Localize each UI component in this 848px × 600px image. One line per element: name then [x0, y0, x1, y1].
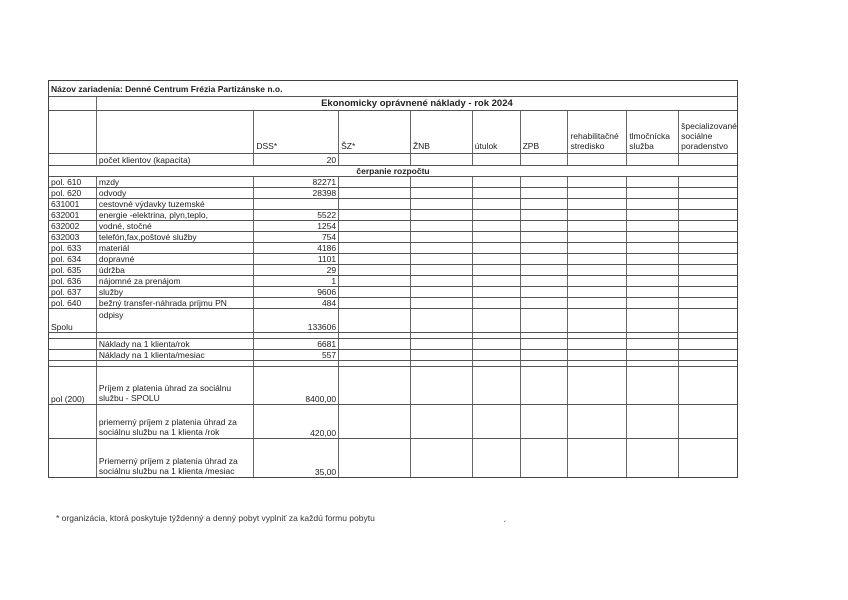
empty-cell	[679, 210, 737, 220]
empty-cell	[521, 254, 569, 264]
empty-cell	[679, 232, 737, 242]
empty-cell	[627, 232, 679, 242]
empty-cell	[411, 276, 473, 286]
item-value: 29	[254, 265, 339, 275]
item-label: nájomné za prenájom	[97, 276, 255, 286]
income-value: 8400,00	[254, 367, 339, 404]
empty-cell	[339, 287, 411, 297]
item-value: 754	[254, 232, 339, 242]
table-row	[49, 254, 737, 265]
item-code: 631001	[49, 199, 97, 209]
item-value: 9606	[254, 287, 339, 297]
spolu-row	[49, 320, 737, 333]
table-row	[49, 298, 737, 309]
cost-row-month	[49, 350, 737, 361]
empty-cell	[473, 199, 521, 209]
empty-cell	[339, 265, 411, 275]
empty-cell	[568, 265, 627, 275]
table-row	[49, 199, 737, 210]
items-block	[49, 177, 737, 320]
empty-cell	[568, 177, 627, 187]
item-code	[49, 309, 97, 320]
empty-cell	[411, 298, 473, 308]
empty-cell	[473, 276, 521, 286]
income-row	[49, 367, 737, 405]
empty-cell	[473, 243, 521, 253]
empty-cell	[411, 309, 473, 320]
empty-cell	[521, 265, 569, 275]
empty-cell	[627, 177, 679, 187]
income-label: Príjem z platenia úhrad za sociálnu službu - SPOLU	[97, 367, 255, 404]
capacity-label: počet klientov (kapacita)	[97, 154, 255, 165]
empty-cell	[339, 309, 411, 320]
empty-cell	[339, 298, 411, 308]
empty-cell	[473, 232, 521, 242]
empty-cell	[679, 199, 737, 209]
item-label: dopravné	[97, 254, 255, 264]
item-code: pol. 610	[49, 177, 97, 187]
item-code: pol. 635	[49, 265, 97, 275]
item-label: odpisy	[97, 309, 255, 320]
avg-year-label: priemerný príjem z platenia úhrad za sociálnu službu na 1 klienta /rok	[97, 405, 255, 438]
table-row	[49, 243, 737, 254]
empty-cell	[627, 265, 679, 275]
capacity-value: 20	[254, 154, 339, 165]
empty-cell	[521, 243, 569, 253]
header-utulok: útulok	[473, 111, 521, 153]
empty-cell	[411, 265, 473, 275]
empty-cell	[679, 221, 737, 231]
empty-cell	[339, 199, 411, 209]
empty-cell	[411, 177, 473, 187]
item-label: energie -elektrina, plyn,teplo,	[97, 210, 255, 220]
avg-month-label: Priemerný príjem z platenia úhrad za sociálnu službu na 1 klienta /mesiac	[97, 439, 255, 477]
avg-year-row	[49, 405, 737, 439]
income-code: pol (200)	[49, 367, 97, 404]
item-label: odvody	[97, 188, 255, 198]
empty-cell	[568, 287, 627, 297]
cost-year-label: Náklady na 1 klienta/rok	[97, 339, 255, 349]
item-value: 1254	[254, 221, 339, 231]
empty-cell	[521, 298, 569, 308]
empty-cell	[627, 199, 679, 209]
header-sz: ŠZ*	[339, 111, 411, 153]
empty-cell	[627, 188, 679, 198]
table-row	[49, 309, 737, 320]
empty-cell	[411, 287, 473, 297]
empty-cell	[568, 188, 627, 198]
table-row	[49, 210, 737, 221]
item-code: 632002	[49, 221, 97, 231]
item-label: údržba	[97, 265, 255, 275]
avg-month-value: 35,00	[254, 439, 339, 477]
spolu-value: 133606	[254, 320, 339, 332]
empty-cell	[679, 287, 737, 297]
empty-cell	[679, 243, 737, 253]
cost-table	[48, 80, 738, 478]
header-zpb: ZPB	[521, 111, 569, 153]
item-code: pol. 633	[49, 243, 97, 253]
avg-month-row	[49, 439, 737, 477]
empty-cell	[568, 309, 627, 320]
item-label: telefón,fax,poštové služby	[97, 232, 255, 242]
item-value: 484	[254, 298, 339, 308]
facility-row	[49, 81, 737, 97]
table-row	[49, 232, 737, 243]
empty-cell	[568, 232, 627, 242]
empty-cell	[339, 254, 411, 264]
empty-cell	[521, 221, 569, 231]
empty-cell	[568, 276, 627, 286]
empty-cell	[411, 221, 473, 231]
empty-cell	[679, 276, 737, 286]
empty-cell	[473, 298, 521, 308]
item-code: 632003	[49, 232, 97, 242]
empty-cell	[568, 221, 627, 231]
empty-cell	[473, 221, 521, 231]
header-row	[49, 111, 737, 154]
empty-cell	[339, 188, 411, 198]
item-code: pol. 636	[49, 276, 97, 286]
empty-cell	[473, 254, 521, 264]
item-value: 82271	[254, 177, 339, 187]
section-row	[49, 166, 737, 177]
empty-cell	[568, 254, 627, 264]
empty-cell	[627, 243, 679, 253]
empty-cell	[627, 309, 679, 320]
item-label: vodné, stočné	[97, 221, 255, 231]
empty-cell	[568, 199, 627, 209]
item-value: 1	[254, 276, 339, 286]
empty-cell	[521, 210, 569, 220]
empty-cell	[521, 199, 569, 209]
avg-year-value: 420,00	[254, 405, 339, 438]
header-dss: DSS*	[254, 111, 339, 153]
empty-cell	[473, 210, 521, 220]
empty-cell	[627, 287, 679, 297]
empty-cell	[411, 232, 473, 242]
empty-cell	[339, 221, 411, 231]
cost-year-value: 6681	[254, 339, 339, 349]
empty-cell	[339, 232, 411, 242]
empty-cell	[627, 254, 679, 264]
empty-cell	[521, 276, 569, 286]
item-value	[254, 199, 339, 209]
table-row	[49, 265, 737, 276]
empty-cell	[411, 243, 473, 253]
footnote: * organizácia, ktorá poskytuje týždenný a denný pobyt vyplniť za každú formu pobytu	[56, 513, 375, 523]
empty-cell	[411, 254, 473, 264]
item-label: materiál	[97, 243, 255, 253]
item-value: 4186	[254, 243, 339, 253]
empty-cell	[679, 254, 737, 264]
table-row	[49, 221, 737, 232]
empty-cell	[339, 177, 411, 187]
empty-cell	[679, 188, 737, 198]
empty-cell	[521, 188, 569, 198]
facility-name: Názov zariadenia: Denné Centrum Frézia Partizánske n.o.	[51, 83, 283, 94]
empty-cell	[521, 177, 569, 187]
empty-cell	[339, 243, 411, 253]
item-code: pol. 620	[49, 188, 97, 198]
empty-cell	[679, 298, 737, 308]
item-value: 5522	[254, 210, 339, 220]
item-label: služby	[97, 287, 255, 297]
empty-cell	[679, 265, 737, 275]
empty-cell	[568, 243, 627, 253]
empty-cell	[627, 210, 679, 220]
item-label: mzdy	[97, 177, 255, 187]
empty-cell	[411, 199, 473, 209]
empty-cell	[473, 309, 521, 320]
empty-cell	[627, 221, 679, 231]
item-value	[254, 309, 339, 320]
item-label: bežný transfer-náhrada príjmu PN	[97, 298, 255, 308]
empty-cell	[568, 210, 627, 220]
title-row	[49, 97, 737, 111]
empty-cell	[473, 177, 521, 187]
header-poradenstvo: špecializované sociálne poradenstvo	[681, 121, 737, 151]
item-value: 1101	[254, 254, 339, 264]
item-value: 28398	[254, 188, 339, 198]
empty-cell	[568, 298, 627, 308]
empty-cell	[411, 210, 473, 220]
header-rehab: rehabilitačné stredisko	[568, 111, 627, 153]
empty-cell	[521, 309, 569, 320]
table-title: Ekonomicky oprávnené náklady - rok 2024	[321, 97, 513, 109]
empty-cell	[339, 276, 411, 286]
empty-cell	[473, 265, 521, 275]
item-code: 632001	[49, 210, 97, 220]
cost-row-year	[49, 339, 737, 350]
item-label: cestovné výdavky tuzemské	[97, 199, 255, 209]
empty-cell	[521, 232, 569, 242]
empty-cell	[627, 298, 679, 308]
spolu-label: Spolu	[49, 320, 97, 332]
table-row	[49, 287, 737, 298]
header-tlmoc: tlmočnícka služba	[627, 111, 679, 153]
empty-cell	[521, 287, 569, 297]
empty-cell	[411, 188, 473, 198]
item-code: pol. 640	[49, 298, 97, 308]
section-label: čerpanie rozpočtu	[356, 166, 430, 176]
empty-cell	[473, 287, 521, 297]
cost-month-value: 557	[254, 350, 339, 360]
header-znb: ŽNB	[411, 111, 473, 153]
table-row	[49, 177, 737, 188]
stray-mark: ˏ	[503, 512, 506, 522]
empty-cell	[627, 276, 679, 286]
item-code: pol. 637	[49, 287, 97, 297]
table-row	[49, 276, 737, 287]
empty-cell	[339, 210, 411, 220]
table-row	[49, 188, 737, 199]
empty-cell	[679, 177, 737, 187]
empty-cell	[473, 188, 521, 198]
capacity-row	[49, 154, 737, 166]
item-code: pol. 634	[49, 254, 97, 264]
cost-month-label: Náklady na 1 klienta/mesiac	[97, 350, 255, 360]
empty-cell	[679, 309, 737, 320]
